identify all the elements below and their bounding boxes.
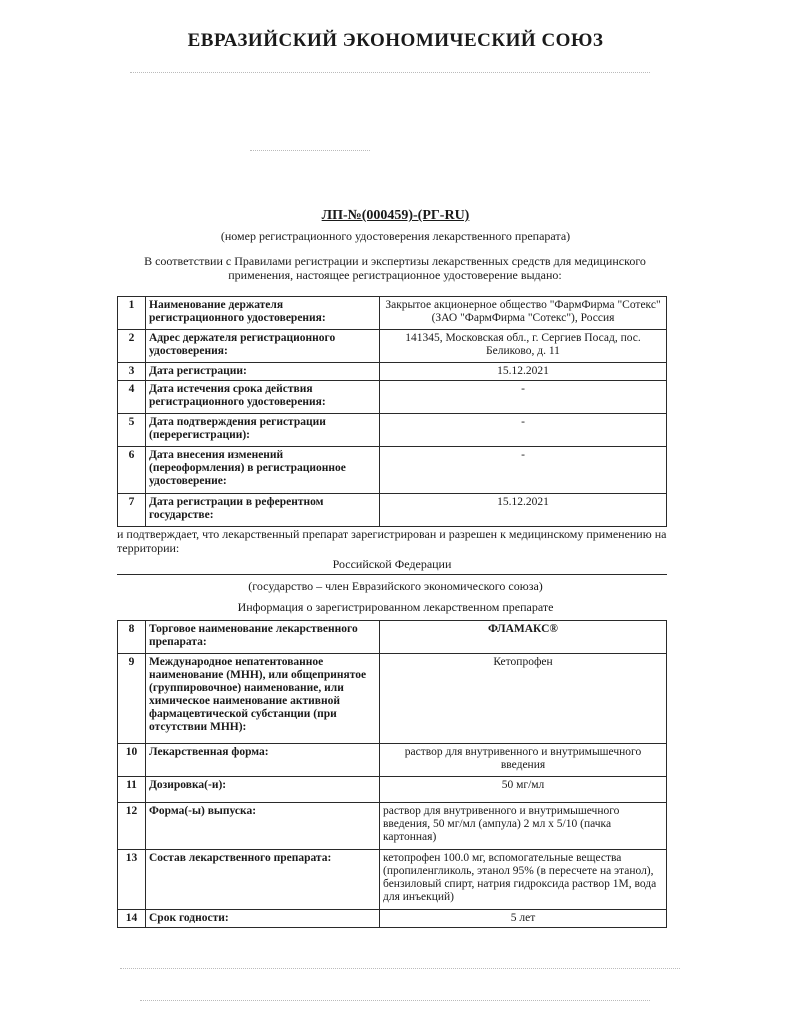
- table-row: [118, 297, 667, 330]
- row-number: 3: [118, 363, 146, 381]
- row-number: 4: [118, 381, 146, 414]
- scan-noise: [120, 968, 680, 970]
- table-row: [118, 803, 667, 850]
- row-value: 141345, Московская обл., г. Сергиев Посад, пос. Беликово, д. 11: [380, 330, 667, 363]
- row-value: раствор для внутривенного и внутримышечного введения: [380, 744, 667, 777]
- table-row: [118, 414, 667, 447]
- row-number: 1: [118, 297, 146, 330]
- table-row: [118, 621, 667, 654]
- row-number: 13: [118, 850, 146, 910]
- row-number: 6: [118, 447, 146, 494]
- row-label: Наименование держателя регистрационного удостоверения:: [146, 297, 380, 330]
- country-name: Российской Федерации: [117, 557, 667, 575]
- info-heading: Информация о зарегистрированном лекарственном препарате: [237, 600, 554, 614]
- row-value: Кетопрофен: [380, 654, 667, 744]
- row-value: 50 мг/мл: [380, 777, 667, 803]
- table-row: [118, 447, 667, 494]
- row-value: -: [380, 414, 667, 447]
- row-label: Срок годности:: [146, 910, 380, 928]
- row-value: -: [380, 447, 667, 494]
- table-row: [118, 777, 667, 803]
- row-label: Адрес держателя регистрационного удостоверения:: [146, 330, 380, 363]
- row-value: Закрытое акционерное общество "ФармФирма "Сотекс" (ЗАО "ФармФирма "Сотекс"), Россия: [380, 297, 667, 330]
- row-value: -: [380, 381, 667, 414]
- scan-noise: [130, 72, 650, 74]
- scan-noise: [140, 1000, 650, 1002]
- row-value: 5 лет: [380, 910, 667, 928]
- row-label: Лекарственная форма:: [146, 744, 380, 777]
- row-label: Форма(-ы) выпуска:: [146, 803, 380, 850]
- table-row: [118, 363, 667, 381]
- row-value: ФЛАМАКС®: [380, 621, 667, 654]
- row-number: 5: [118, 414, 146, 447]
- row-label: Международное непатентованное наименование (МНН), или общепринятое (группировочное) наименование, или химическое наименование активной фармацевтической субстанции (при отсутствии МНН):: [146, 654, 380, 744]
- table-row: [118, 494, 667, 527]
- holder-table: [117, 296, 667, 527]
- row-number: 7: [118, 494, 146, 527]
- row-number: 11: [118, 777, 146, 803]
- table-row: [118, 381, 667, 414]
- table-row: [118, 744, 667, 777]
- row-label: Дата внесения изменений (переоформления) в регистрационное удостоверение:: [146, 447, 380, 494]
- intro-text: В соответствии с Правилами регистрации и экспертизы лекарственных средств для медицинского применения, настоящее регистрационное удостоверение выдано:: [144, 254, 646, 282]
- row-number: 9: [118, 654, 146, 744]
- row-number: 8: [118, 621, 146, 654]
- row-label: Дата регистрации:: [146, 363, 380, 381]
- registration-number: ЛП-№(000459)-(РГ-RU): [321, 208, 470, 223]
- drug-table: [117, 620, 667, 928]
- table-row: [118, 850, 667, 910]
- registration-caption: (номер регистрационного удостоверения лекарственного препарата): [220, 229, 571, 243]
- scan-noise: [250, 150, 370, 152]
- row-value: кетопрофен 100.0 мг, вспомогательные вещества (пропиленгликоль, этанол 95% (в пересчете на этанол), бензиловый спирт, натрия гидроксида раствор 1М, вода для инъекций): [380, 850, 667, 910]
- row-number: 2: [118, 330, 146, 363]
- table-row: [118, 654, 667, 744]
- row-label: Дозировка(-и):: [146, 777, 380, 803]
- row-value: раствор для внутривенного и внутримышечного введения, 50 мг/мл (ампула) 2 мл х 5/10 (пачка картонная): [380, 803, 667, 850]
- table-row: [118, 330, 667, 363]
- union-title: ЕВРАЗИЙСКИЙ ЭКОНОМИЧЕСКИЙ СОЮЗ: [187, 30, 604, 51]
- row-value: 15.12.2021: [380, 363, 667, 381]
- row-label: Дата истечения срока действия регистрационного удостоверения:: [146, 381, 380, 414]
- row-label: Состав лекарственного препарата:: [146, 850, 380, 910]
- table-row: [118, 910, 667, 928]
- row-label: Дата регистрации в референтном государстве:: [146, 494, 380, 527]
- confirmation-text: и подтверждает, что лекарственный препарат зарегистрирован и разрешен к медицинскому применению на территории:: [117, 527, 667, 555]
- row-value: 15.12.2021: [380, 494, 667, 527]
- row-number: 10: [118, 744, 146, 777]
- row-number: 14: [118, 910, 146, 928]
- country-caption: (государство – член Евразийского экономического союза): [248, 579, 543, 593]
- row-number: 12: [118, 803, 146, 850]
- row-label: Торговое наименование лекарственного препарата:: [146, 621, 380, 654]
- row-label: Дата подтверждения регистрации (перерегистрации):: [146, 414, 380, 447]
